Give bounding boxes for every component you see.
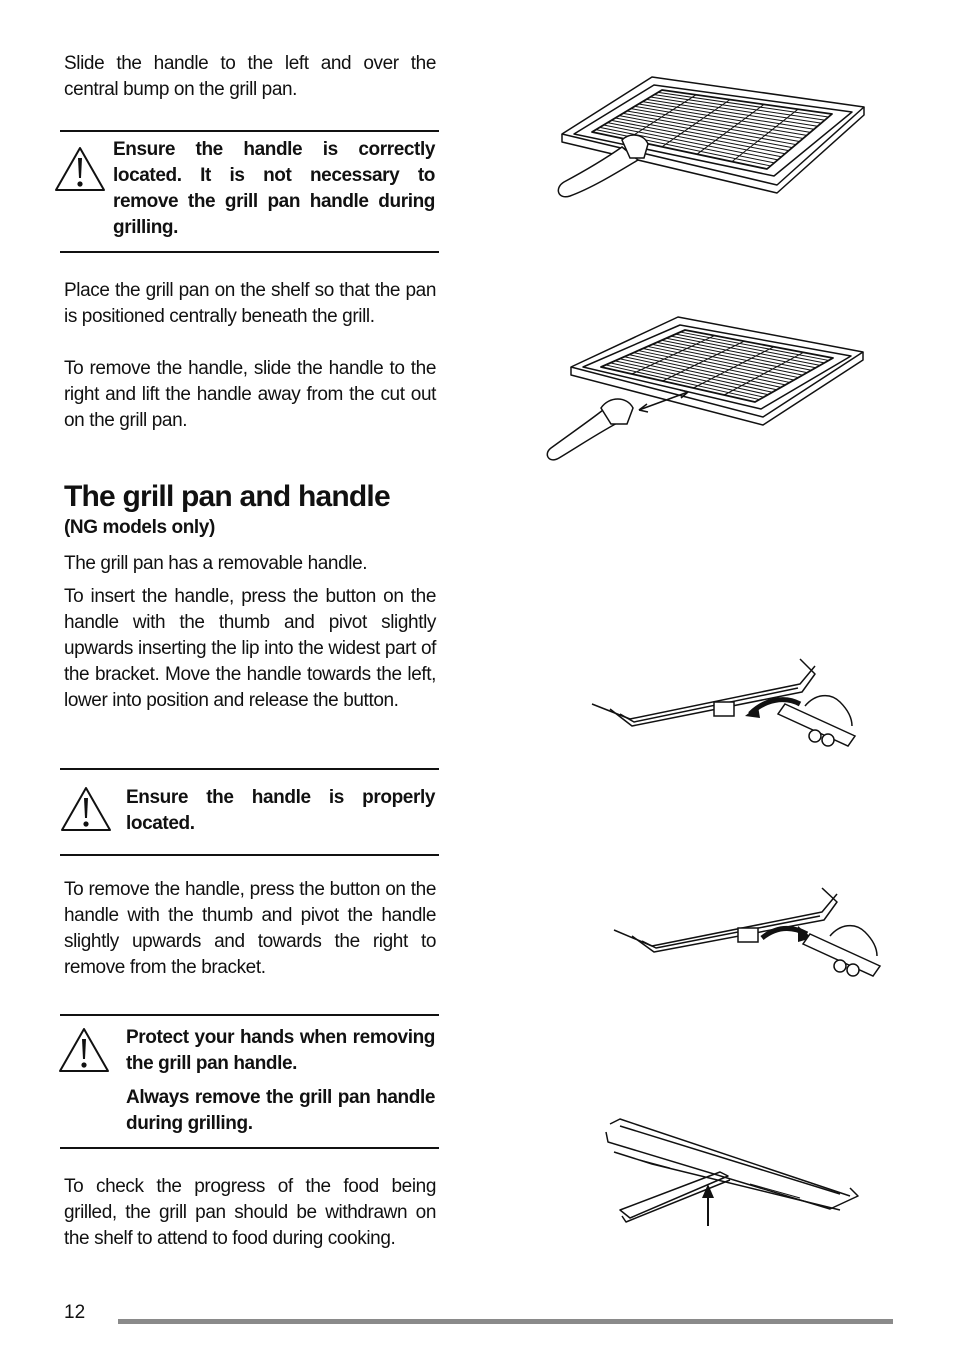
- warning-triangle-icon: [60, 786, 112, 832]
- grill-pan-icon: [543, 312, 873, 467]
- instruction-insert-handle: To insert the handle, press the button on the handle with the thumb and pivot slightly upwards inserting the lip into the widest part of the bracket. Move the handle towards the left, lower into position and release the button.: [64, 586, 436, 711]
- warning-text-remove-during-grilling: Always remove the grill pan handle during grilling.: [126, 1087, 435, 1134]
- grill-pan-icon: [600, 1114, 865, 1226]
- grill-pan-icon: [552, 72, 872, 207]
- grid-wire: [615, 361, 768, 395]
- footer-rule: [118, 1319, 893, 1324]
- grill-pan-handle-removal-illustration: [543, 312, 873, 467]
- handle-insert-illustration: [590, 654, 865, 752]
- section-title: The grill pan and handle: [64, 480, 390, 513]
- handle-remove-illustration: [612, 886, 887, 984]
- grill-pan-icon: [612, 886, 887, 984]
- instruction-place-grill-pan: Place the grill pan on the shelf so that the pan is positioned centrally beneath the grill.: [64, 280, 436, 327]
- warning-text-protect-hands: Protect your hands when removing the grill pan handle.: [126, 1027, 435, 1074]
- warning-text-properly-located: Ensure the handle is properly located.: [126, 787, 435, 834]
- section-subtitle: (NG models only): [64, 517, 215, 538]
- instruction-slide-handle: Slide the handle to the left and over the central bump on the grill pan.: [64, 53, 436, 100]
- page-number: 12: [64, 1302, 86, 1323]
- instruction-remove-handle-press: To remove the handle, press the button on the handle with the thumb and pivot the handle slightly upwards and towards the right to remove from the bracket.: [64, 879, 436, 978]
- grill-pan-handle-fitted-illustration: [552, 72, 872, 207]
- pan-withdrawn-illustration: [600, 1114, 865, 1226]
- grill-pan-icon: [590, 654, 865, 752]
- warning-text-handle-located: Ensure the handle is correctly located. It is not necessary to remove the grill pan handle during grilling.: [113, 139, 435, 238]
- instruction-remove-handle-slide: To remove the handle, slide the handle to the right and lift the handle away from the cut out on the grill pan.: [64, 358, 436, 431]
- warning-triangle-icon: [54, 146, 106, 192]
- instruction-check-progress: To check the progress of the food being grilled, the grill pan should be withdrawn on the shelf to attend to food during cooking.: [64, 1176, 436, 1249]
- warning-triangle-icon: [58, 1027, 110, 1073]
- intro-removable-handle: The grill pan has a removable handle.: [64, 553, 368, 574]
